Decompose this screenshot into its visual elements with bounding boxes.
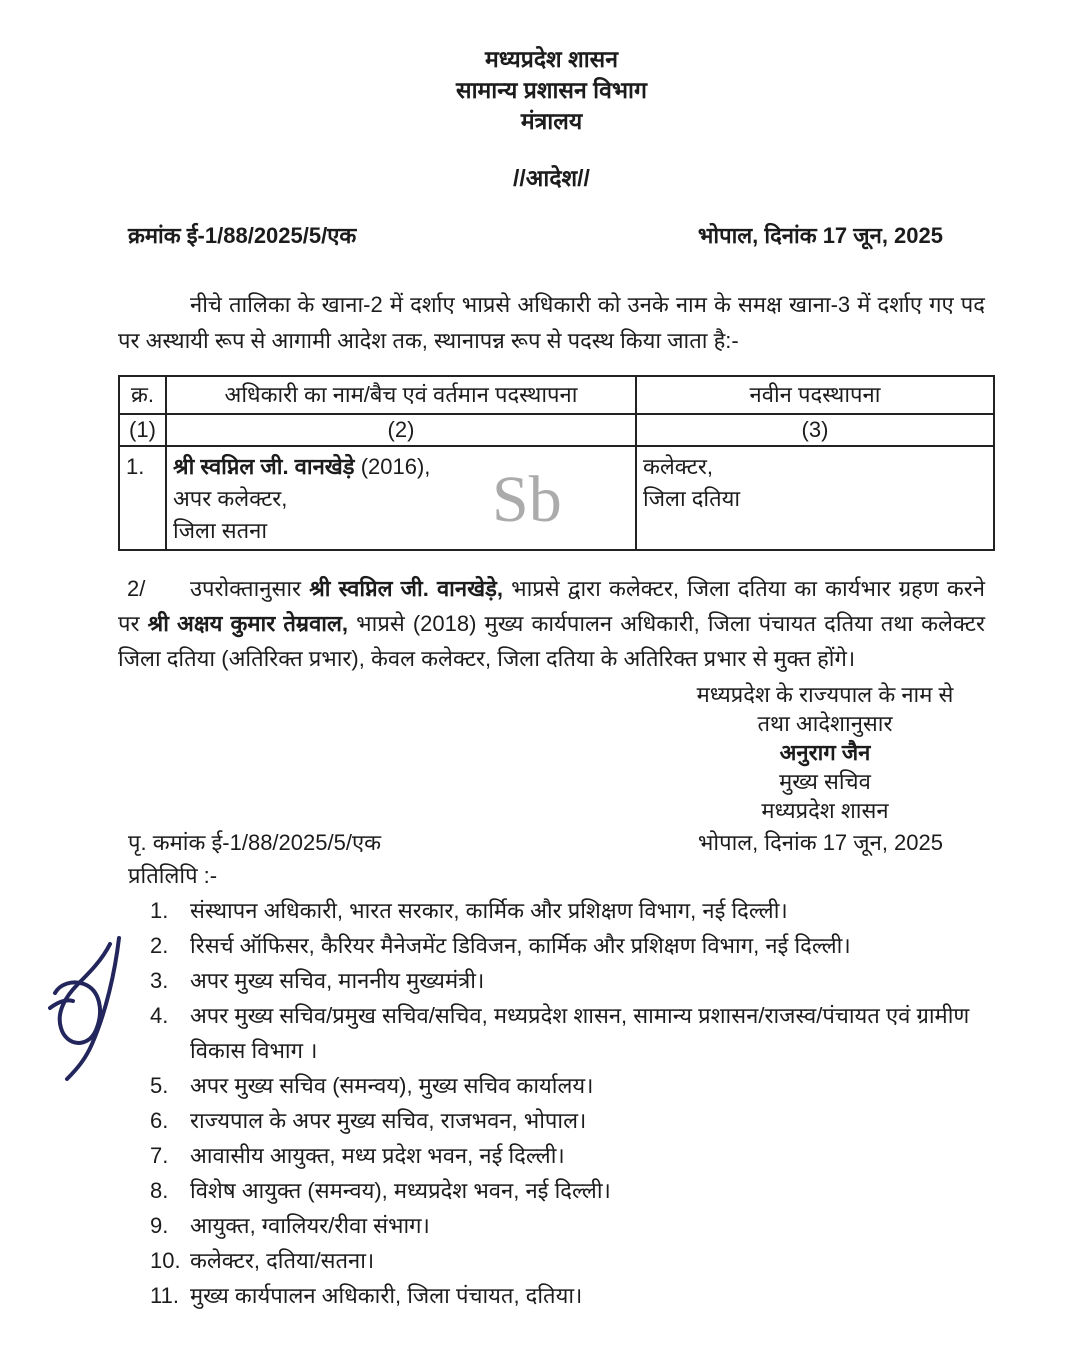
authority-line2: तथा आदेशानुसार <box>757 711 893 736</box>
header-serial: क्र. <box>119 376 166 414</box>
item-number: 2. <box>150 933 169 958</box>
org-title-line3: मंत्रालय <box>520 108 583 134</box>
current-post: अपर कलेक्टर, <box>173 486 288 511</box>
place-and-date: भोपाल, दिनांक 17 जून, 2025 <box>697 223 943 248</box>
row-new-posting <box>636 446 994 550</box>
item-text: रिसर्च ऑफिसर, कैरियर मैनेजमेंट डिविजन, कार्मिक और प्रशिक्षण विभाग, नई दिल्ली। <box>190 933 851 958</box>
item-text: मुख्य कार्यपालन अधिकारी, जिला पंचायत, दतिया। <box>190 1283 583 1308</box>
posting-table <box>118 375 995 551</box>
watermark-sb: Sb <box>492 463 562 536</box>
officer-batch: (2016), <box>354 454 431 479</box>
para2-officer1: श्री स्वप्निल जी. वानखेड़े, <box>309 576 503 601</box>
new-district: जिला दतिया <box>643 486 741 511</box>
para2-seg2: भाप्रसे द्वारा कलेक्टर, जिला दतिया का कार्यभार ग्रहण करने पर <box>118 576 986 636</box>
item-number: 5. <box>150 1073 169 1098</box>
list-item <box>150 1173 985 1208</box>
row-current-posting <box>166 446 636 550</box>
item-text: आवासीय आयुक्त, मध्य प्रदेश भवन, नई दिल्ली। <box>190 1143 565 1168</box>
table-row <box>119 446 994 550</box>
item-text: अपर मुख्य सचिव/प्रमुख सचिव/सचिव, मध्यप्रदेश शासन, सामान्य प्रशासन/राजस्व/पंचायत एवं ग्रामीण विकास विभाग । <box>190 1003 970 1063</box>
subheader-2: (2) <box>166 414 636 446</box>
list-item <box>150 1208 985 1243</box>
signatory-org: मध्यप्रदेश शासन <box>761 798 889 823</box>
signatory-designation: मुख्य सचिव <box>779 769 871 794</box>
reference-row-top <box>118 220 985 251</box>
copy-to-label: प्रतिलिपि :- <box>128 863 218 888</box>
item-text: अपर मुख्य सचिव (समन्वय), मुख्य सचिव कार्यालय। <box>190 1073 594 1098</box>
endorsement-number: पृ. कमांक ई-1/88/2025/5/एक <box>128 830 382 855</box>
item-number: 4. <box>150 1003 169 1028</box>
org-title-line1: मध्यप्रदेश शासन <box>485 46 618 72</box>
order-number: क्रमांक ई-1/88/2025/5/एक <box>128 223 357 248</box>
item-number: 6. <box>150 1108 169 1133</box>
para2-seg1: उपरोक्तानुसार <box>190 576 310 601</box>
authority-line1: मध्यप्रदेश के राज्यपाल के नाम से <box>696 682 954 707</box>
signature-scribble <box>40 932 140 1082</box>
current-district: जिला सतना <box>173 518 268 543</box>
para2-officer2: श्री अक्षय कुमार तेम्रवाल, <box>147 611 349 636</box>
list-item <box>150 1138 985 1173</box>
list-item <box>150 1103 985 1138</box>
order-body-paragraph: नीचे तालिका के खाना-2 में दर्शाए भाप्रसे अधिकारी को उनके नाम के समक्ष खाना-3 में दर्शाए गए पद पर अस्थायी रूप से आगामी आदेश तक, स्थानापन्न रूप से पदस्थ किया जाता है:- <box>118 292 985 353</box>
item-number: 3. <box>150 968 169 993</box>
table-subheader-row <box>119 414 994 446</box>
item-text: राज्यपाल के अपर मुख्य सचिव, राजभवन, भोपाल। <box>190 1108 587 1133</box>
reference-row-bottom <box>118 827 985 858</box>
list-item <box>150 1068 985 1103</box>
copy-to-list <box>118 893 985 1313</box>
para2-seg3: भाप्रसे (2018) मुख्य कार्यपालन अधिकारी, जिला पंचायत दतिया तथा कलेक्टर जिला दतिया (अतिरिक्त प्रभार), केवल कलेक्टर, जिला दतिया के अतिरिक्त प्रभार से मुक्त होंगे। <box>118 611 985 671</box>
paragraph-number: 2/ <box>127 576 146 601</box>
item-number: 11. <box>150 1283 179 1308</box>
org-title-line2: सामान्य प्रशासन विभाग <box>456 77 647 103</box>
signature-block <box>675 680 975 825</box>
subheader-3: (3) <box>636 414 994 446</box>
item-number: 8. <box>150 1178 169 1203</box>
new-post: कलेक्टर, <box>643 454 714 479</box>
row-serial: 1. <box>119 446 166 550</box>
item-number: 7. <box>150 1143 169 1168</box>
item-number: 10. <box>150 1248 181 1273</box>
list-item <box>150 1278 985 1313</box>
item-text: अपर मुख्य सचिव, माननीय मुख्यमंत्री। <box>190 968 485 993</box>
header-new-posting: नवीन पदस्थापना <box>636 376 994 414</box>
item-number: 1. <box>150 898 169 923</box>
signatory-name: अनुराग जैन <box>779 740 871 765</box>
list-item <box>150 998 985 1068</box>
list-item <box>150 928 985 963</box>
item-text: आयुक्त, ग्वालियर/रीवा संभाग। <box>190 1213 430 1238</box>
item-number: 9. <box>150 1213 169 1238</box>
list-item <box>150 1243 985 1278</box>
list-item <box>150 893 985 928</box>
order-title: //आदेश// <box>513 165 590 191</box>
header-current-posting: अधिकारी का नाम/बैच एवं वर्तमान पदस्थापना <box>166 376 636 414</box>
item-text: विशेष आयुक्त (समन्वय), मध्यप्रदेश भवन, नई दिल्ली। <box>190 1178 611 1203</box>
item-text: कलेक्टर, दतिया/सतना। <box>190 1248 375 1273</box>
table-header-row <box>119 376 994 414</box>
endorsement-place-date: भोपाल, दिनांक 17 जून, 2025 <box>697 830 943 855</box>
order-paragraph-2 <box>118 571 985 676</box>
item-text: संस्थापन अधिकारी, भारत सरकार, कार्मिक और प्रशिक्षण विभाग, नई दिल्ली। <box>190 898 788 923</box>
subheader-1: (1) <box>119 414 166 446</box>
officer-name: श्री स्वप्निल जी. वानखेड़े <box>173 454 355 479</box>
list-item <box>150 963 985 998</box>
